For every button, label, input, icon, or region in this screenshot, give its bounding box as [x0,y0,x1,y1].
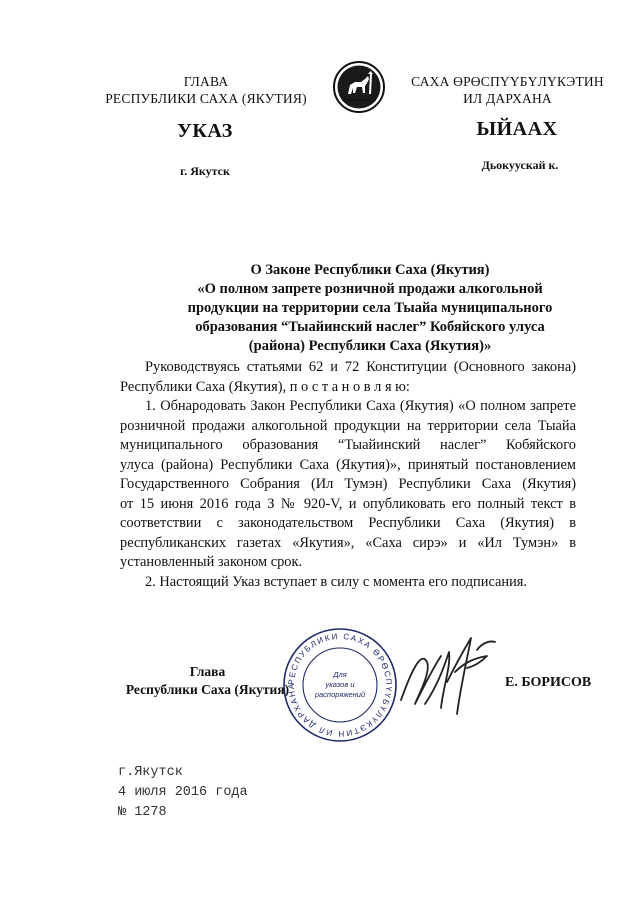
issue-date: 4 июля 2016 года [118,785,248,800]
paragraph-1-line: розничной продажи алкогольной продукции на территории села Тыайа [120,417,576,434]
left-header [95,73,317,107]
title-line: (района) Республики Саха (Якутия)» [248,338,492,354]
title-line: образования “Тыайинский наслег” Кобяйского улуса [195,319,545,335]
title-line: О Законе Республики Саха (Якутия) [250,262,490,278]
title-line: продукции на территории села Тыайа муниципального [187,300,553,316]
paragraph-1-line: республиканских газетах «Якутия», «Саха сирэ» и «Ил Тумэн» в [120,534,576,551]
paragraph-1-line: установленный законом срок. [120,554,303,570]
paragraph-2: 2. Настоящий Указ вступает в силу с момента его подписания. [145,573,528,590]
paragraph-1-line: 1. Обнародовать Закон Республики Саха (Якутия) «О полном запрете [145,398,576,414]
title-line: «О полном запрете розничной продажи алкогольной [197,281,543,297]
doc-type-right: ЫЙААХ [476,118,558,140]
stamp-center-line1: Для [333,670,347,679]
decree-title [150,261,590,356]
city-right: Дьокуускай к. [481,158,559,172]
coat-of-arms-emblem [332,60,386,114]
decree-body [120,358,576,592]
handwritten-signature [395,632,505,722]
city-left: г. Якутск [180,164,230,178]
stamp-center-line3: распоряжений [314,690,366,699]
intro-line: Руководствуясь статьями 62 и 72 Конституции (Основного закона) [145,359,576,375]
right-header-line2: ИЛ ДАРХАНА [463,91,552,106]
intro-line: Республики Саха (Якутия), п о с т а н о в л я ю: [120,378,410,395]
left-header-line1: ГЛАВА [183,74,229,89]
paragraph-1-line: муниципального образования “Тыайинский наслег” Кобяйского [120,437,576,453]
paragraph-1-line: улуса (района) Республики Саха (Якутия)», принятый постановлением [120,456,576,473]
left-header-line2: РЕСПУБЛИКИ САХА (ЯКУТИЯ) [105,91,307,106]
stamp-center-line2: указов и [325,680,355,689]
signatory-name: Е. БОРИСОВ [505,675,592,690]
paragraph-1-line: от 15 июня 2016 года З № 920-V, и опубликовать его полный текст в [120,495,576,512]
signatory-position-line1: Глава [189,664,226,679]
signatory-position [120,663,295,699]
paragraph-1-line: соответствии с законодательством Республики Саха (Якутия) в [120,515,576,531]
official-stamp [280,625,400,745]
stamp-ring-text: РЕСПУБЛИКИ САХА ӨРӨСПҮҮБҮЛҮКЭТИН ИЛ ДАРХАНА [286,631,394,739]
issue-details [118,763,368,823]
doc-type-left: УКАЗ [177,120,233,142]
right-header-line1: САХА ӨРӨСПҮҮБҮЛҮКЭТИН [411,74,604,89]
issue-city: г.Якутск [118,765,183,780]
right-header [405,73,610,107]
paragraph-1-line: Государственного Собрания (Ил Тумэн) Республики Саха (Якутия) [120,476,576,492]
signatory-position-line2: Республики Саха (Якутия) [125,682,290,697]
issue-number: № 1278 [118,805,167,820]
